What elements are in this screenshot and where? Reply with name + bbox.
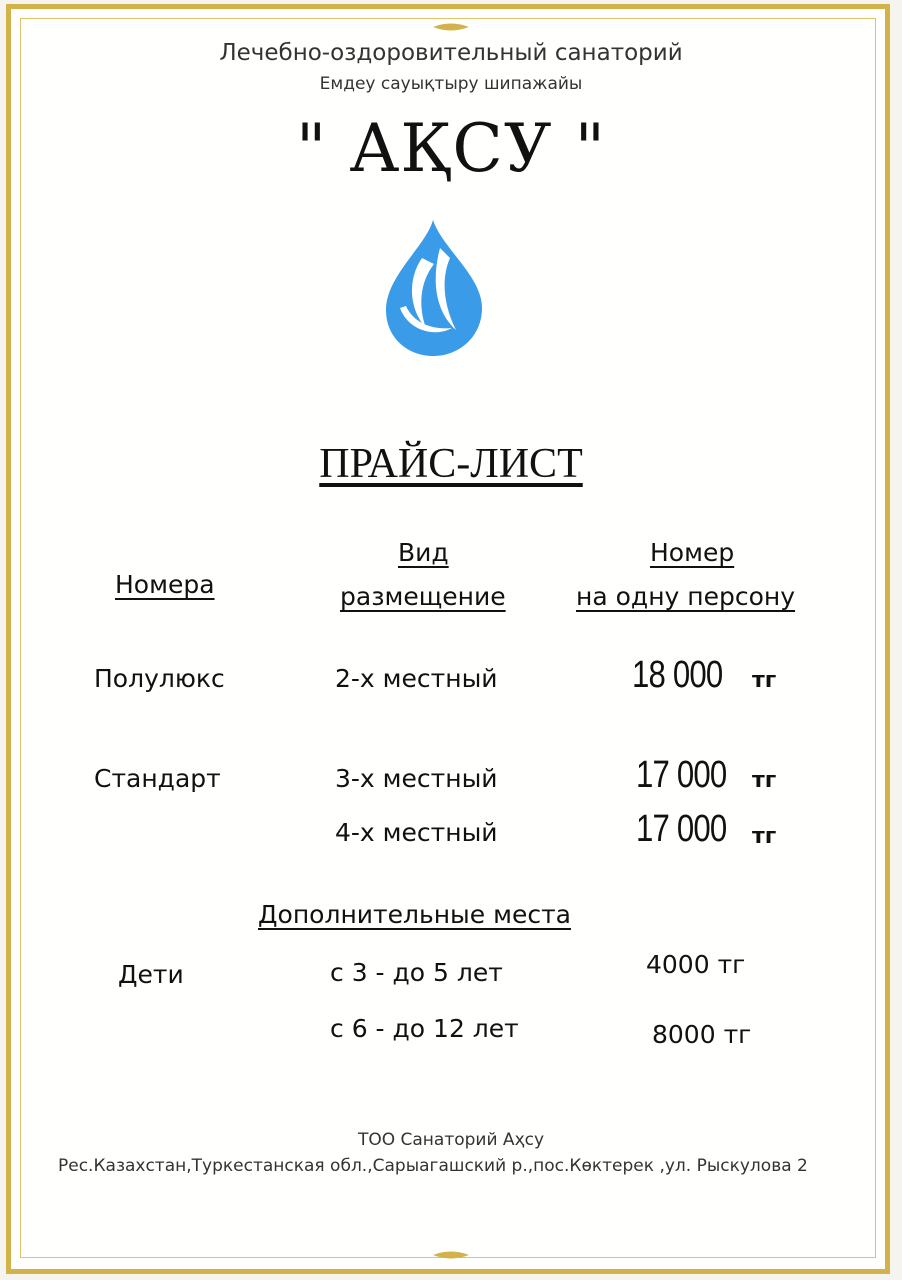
col-header-price-line1: Номер (650, 538, 735, 567)
child-price: 4000 тг (646, 950, 746, 979)
brand-name: " АҚСУ " (296, 110, 606, 187)
room-price: 17 000 (636, 754, 727, 796)
inner-frame (20, 18, 876, 1258)
ornament-icon (431, 22, 471, 32)
sanatorium-subtitle-kz: Емдеу сауықтыру шипажайы (319, 74, 583, 94)
room-type: 3-х местный (335, 764, 498, 793)
col-header-price-line2: на одну персону (576, 582, 796, 611)
extra-places-heading: Дополнительные места (258, 900, 571, 929)
col-header-type-line2: размещение (340, 582, 506, 611)
children-label: Дети (118, 960, 184, 989)
ornament-icon (431, 1250, 471, 1260)
room-currency: тг (752, 668, 777, 693)
water-drop-icon (378, 218, 488, 358)
room-currency: тг (752, 824, 777, 849)
price-list-title: ПРАЙС-ЛИСТ (319, 441, 583, 487)
company-name: ТОО Санаторий Аҳсу (357, 1130, 545, 1150)
room-price: 18 000 (632, 654, 723, 696)
room-currency: тг (752, 768, 777, 793)
child-age-range: с 3 - до 5 лет (330, 958, 503, 987)
room-type: 2-х местный (335, 664, 498, 693)
room-price: 17 000 (636, 808, 727, 850)
room-name: Полулюкс (94, 664, 225, 693)
child-price: 8000 тг (652, 1020, 752, 1049)
room-name: Стандарт (94, 764, 221, 793)
col-header-rooms: Номера (115, 570, 215, 599)
room-type: 4-х местный (335, 818, 498, 847)
col-header-type-line1: Вид (398, 538, 449, 567)
sanatorium-subtitle-ru: Лечебно-оздоровительный санаторий (219, 40, 683, 66)
child-age-range: с 6 - до 12 лет (330, 1014, 519, 1043)
company-address: Рес.Казахстан,Туркестанская обл.,Сарыагашский р.,пос.Көктерек ,ул. Рыскулова 2 (58, 1156, 808, 1176)
